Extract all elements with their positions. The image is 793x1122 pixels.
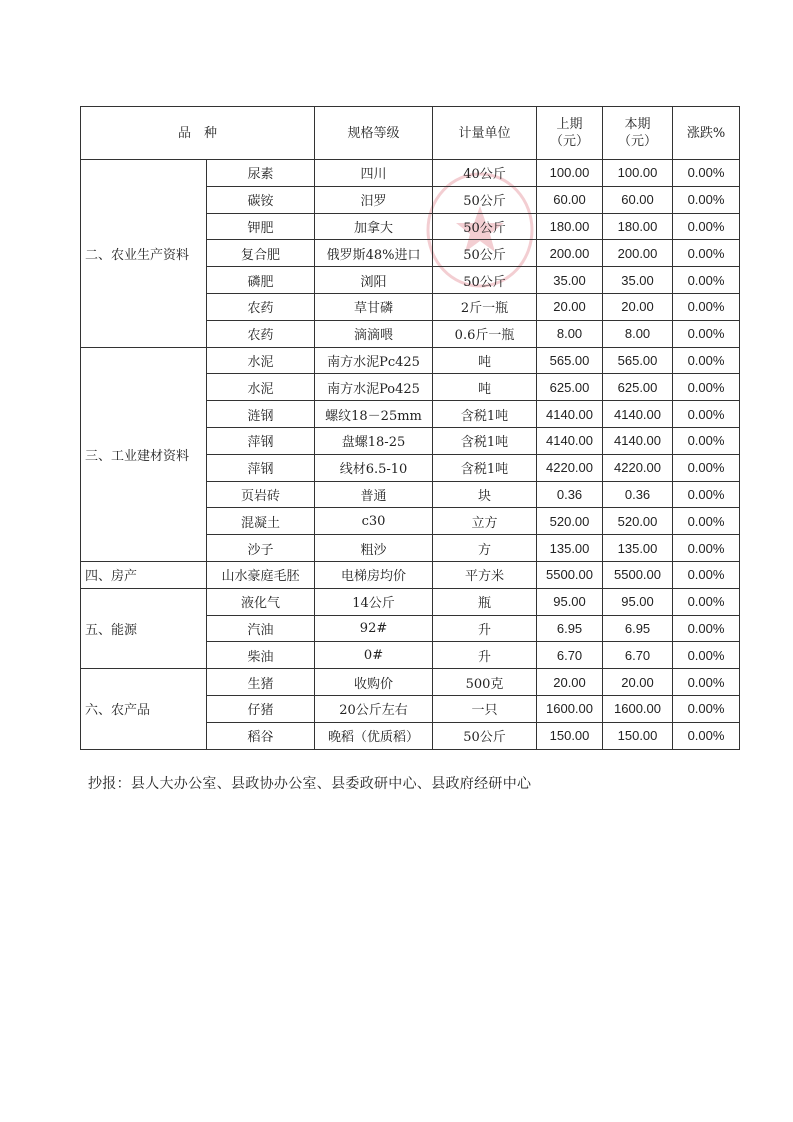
table-row	[81, 561, 740, 588]
header-change: 涨跌%	[673, 107, 740, 160]
spec-cell: 粗沙	[315, 535, 433, 562]
unit-cell: 含税1吨	[433, 454, 537, 481]
price-table	[80, 106, 740, 750]
curr-price-cell: 4140.00	[603, 401, 673, 428]
curr-price-cell: 6.70	[603, 642, 673, 669]
item-name-cell: 柴油	[207, 642, 315, 669]
spec-cell: 盘螺18-25	[315, 427, 433, 454]
table-row	[81, 347, 740, 374]
item-name-cell: 农药	[207, 293, 315, 320]
curr-price-cell: 5500.00	[603, 561, 673, 588]
change-cell: 0.00%	[673, 588, 740, 615]
unit-cell: 立方	[433, 508, 537, 535]
curr-price-cell: 200.00	[603, 240, 673, 267]
unit-cell: 一只	[433, 695, 537, 722]
change-cell: 0.00%	[673, 561, 740, 588]
unit-cell: 吨	[433, 374, 537, 401]
item-name-cell: 混凝土	[207, 508, 315, 535]
change-cell: 0.00%	[673, 695, 740, 722]
unit-cell: 方	[433, 535, 537, 562]
table-row	[81, 588, 740, 615]
change-cell: 0.00%	[673, 347, 740, 374]
change-cell: 0.00%	[673, 160, 740, 187]
category-cell: 六、农产品	[81, 669, 207, 749]
prev-price-cell: 8.00	[537, 320, 603, 347]
curr-price-cell: 20.00	[603, 669, 673, 696]
spec-cell: 0#	[315, 642, 433, 669]
curr-price-cell: 150.00	[603, 722, 673, 749]
curr-price-cell: 35.00	[603, 267, 673, 294]
curr-price-cell: 8.00	[603, 320, 673, 347]
change-cell: 0.00%	[673, 374, 740, 401]
spec-cell: 20公斤左右	[315, 695, 433, 722]
spec-cell: c30	[315, 508, 433, 535]
category-cell: 四、房产	[81, 561, 207, 588]
spec-cell: 92#	[315, 615, 433, 642]
header-curr-price	[603, 107, 673, 160]
prev-price-cell: 20.00	[537, 669, 603, 696]
unit-cell: 升	[433, 642, 537, 669]
category-cell: 三、工业建材资料	[81, 347, 207, 561]
item-name-cell: 钾肥	[207, 213, 315, 240]
change-cell: 0.00%	[673, 427, 740, 454]
curr-price-cell: 95.00	[603, 588, 673, 615]
curr-price-cell: 60.00	[603, 186, 673, 213]
curr-price-cell: 1600.00	[603, 695, 673, 722]
item-name-cell: 液化气	[207, 588, 315, 615]
curr-price-cell: 625.00	[603, 374, 673, 401]
spec-cell: 草甘磷	[315, 293, 433, 320]
change-cell: 0.00%	[673, 186, 740, 213]
change-cell: 0.00%	[673, 481, 740, 508]
prev-price-cell: 180.00	[537, 213, 603, 240]
change-cell: 0.00%	[673, 535, 740, 562]
spec-cell: 四川	[315, 160, 433, 187]
prev-price-cell: 565.00	[537, 347, 603, 374]
change-cell: 0.00%	[673, 267, 740, 294]
unit-cell: 升	[433, 615, 537, 642]
spec-cell: 南方水泥Pc425	[315, 347, 433, 374]
prev-price-cell: 6.70	[537, 642, 603, 669]
prev-price-cell: 60.00	[537, 186, 603, 213]
prev-price-cell: 95.00	[537, 588, 603, 615]
prev-price-cell: 520.00	[537, 508, 603, 535]
prev-price-cell: 200.00	[537, 240, 603, 267]
item-name-cell: 水泥	[207, 347, 315, 374]
prev-price-cell: 1600.00	[537, 695, 603, 722]
curr-price-cell: 100.00	[603, 160, 673, 187]
spec-cell: 14公斤	[315, 588, 433, 615]
unit-cell: 50公斤	[433, 213, 537, 240]
spec-cell: 普通	[315, 481, 433, 508]
unit-cell: 平方米	[433, 561, 537, 588]
spec-cell: 收购价	[315, 669, 433, 696]
change-cell: 0.00%	[673, 240, 740, 267]
change-cell: 0.00%	[673, 722, 740, 749]
unit-cell: 50公斤	[433, 240, 537, 267]
curr-price-cell: 520.00	[603, 508, 673, 535]
prev-price-cell: 6.95	[537, 615, 603, 642]
change-cell: 0.00%	[673, 320, 740, 347]
prev-price-cell: 4140.00	[537, 401, 603, 428]
curr-price-cell: 180.00	[603, 213, 673, 240]
change-cell: 0.00%	[673, 454, 740, 481]
prev-price-cell: 4140.00	[537, 427, 603, 454]
change-cell: 0.00%	[673, 642, 740, 669]
spec-cell: 汨罗	[315, 186, 433, 213]
curr-price-cell: 6.95	[603, 615, 673, 642]
prev-price-cell: 20.00	[537, 293, 603, 320]
change-cell: 0.00%	[673, 669, 740, 696]
table-row	[81, 669, 740, 696]
header-curr-line1: 本期	[624, 117, 651, 132]
item-name-cell: 萍钢	[207, 454, 315, 481]
table-body	[81, 160, 740, 750]
prev-price-cell: 100.00	[537, 160, 603, 187]
spec-cell: 晚稻（优质稻）	[315, 722, 433, 749]
unit-cell: 40公斤	[433, 160, 537, 187]
unit-cell: 2斤一瓶	[433, 293, 537, 320]
prev-price-cell: 4220.00	[537, 454, 603, 481]
spec-cell: 线材6.5-10	[315, 454, 433, 481]
curr-price-cell: 135.00	[603, 535, 673, 562]
unit-cell: 50公斤	[433, 722, 537, 749]
unit-cell: 50公斤	[433, 267, 537, 294]
unit-cell: 块	[433, 481, 537, 508]
unit-cell: 含税1吨	[433, 401, 537, 428]
item-name-cell: 汽油	[207, 615, 315, 642]
header-curr-line2: （元）	[618, 134, 658, 149]
prev-price-cell: 5500.00	[537, 561, 603, 588]
category-cell: 五、能源	[81, 588, 207, 668]
prev-price-cell: 625.00	[537, 374, 603, 401]
unit-cell: 500克	[433, 669, 537, 696]
curr-price-cell: 0.36	[603, 481, 673, 508]
category-cell: 二、农业生产资料	[81, 160, 207, 348]
spec-cell: 俄罗斯48%进口	[315, 240, 433, 267]
table-header-row	[81, 107, 740, 160]
item-name-cell: 农药	[207, 320, 315, 347]
item-name-cell: 沙子	[207, 535, 315, 562]
header-item: 品 种	[81, 107, 315, 160]
item-name-cell: 水泥	[207, 374, 315, 401]
change-cell: 0.00%	[673, 615, 740, 642]
item-name-cell: 稻谷	[207, 722, 315, 749]
cc-footer: 抄报：县人大办公室、县政协办公室、县委政研中心、县政府经研中心	[88, 776, 532, 792]
unit-cell: 0.6斤一瓶	[433, 320, 537, 347]
item-name-cell: 萍钢	[207, 427, 315, 454]
spec-cell: 电梯房均价	[315, 561, 433, 588]
change-cell: 0.00%	[673, 508, 740, 535]
change-cell: 0.00%	[673, 401, 740, 428]
header-spec: 规格等级	[315, 107, 433, 160]
change-cell: 0.00%	[673, 293, 740, 320]
item-name-cell: 碳铵	[207, 186, 315, 213]
spec-cell: 滴滴喂	[315, 320, 433, 347]
header-prev-price	[537, 107, 603, 160]
curr-price-cell: 565.00	[603, 347, 673, 374]
prev-price-cell: 150.00	[537, 722, 603, 749]
item-name-cell: 尿素	[207, 160, 315, 187]
spec-cell: 南方水泥Po425	[315, 374, 433, 401]
table-row	[81, 160, 740, 187]
prev-price-cell: 0.36	[537, 481, 603, 508]
unit-cell: 50公斤	[433, 186, 537, 213]
curr-price-cell: 4220.00	[603, 454, 673, 481]
unit-cell: 吨	[433, 347, 537, 374]
curr-price-cell: 20.00	[603, 293, 673, 320]
item-name-cell: 复合肥	[207, 240, 315, 267]
change-cell: 0.00%	[673, 213, 740, 240]
spec-cell: 加拿大	[315, 213, 433, 240]
item-name-cell: 磷肥	[207, 267, 315, 294]
header-prev-line2: （元）	[550, 134, 590, 149]
item-name-cell: 山水豪庭毛胚	[207, 561, 315, 588]
prev-price-cell: 135.00	[537, 535, 603, 562]
item-name-cell: 涟钢	[207, 401, 315, 428]
curr-price-cell: 4140.00	[603, 427, 673, 454]
unit-cell: 含税1吨	[433, 427, 537, 454]
spec-cell: 浏阳	[315, 267, 433, 294]
prev-price-cell: 35.00	[537, 267, 603, 294]
spec-cell: 螺纹18－25mm	[315, 401, 433, 428]
item-name-cell: 仔猪	[207, 695, 315, 722]
header-unit: 计量单位	[433, 107, 537, 160]
unit-cell: 瓶	[433, 588, 537, 615]
item-name-cell: 生猪	[207, 669, 315, 696]
header-prev-line1: 上期	[556, 117, 583, 132]
item-name-cell: 页岩砖	[207, 481, 315, 508]
